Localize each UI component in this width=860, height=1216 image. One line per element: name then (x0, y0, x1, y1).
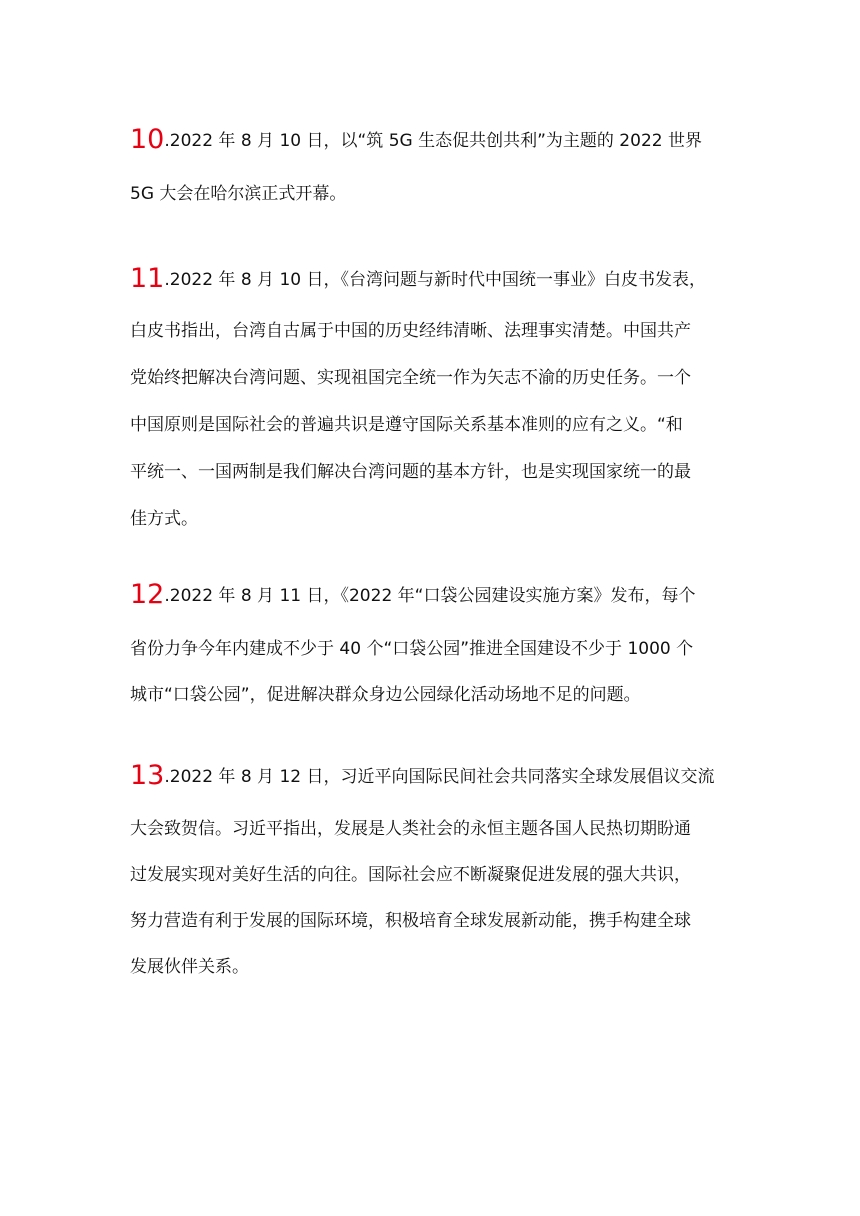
item-line: 省份力争今年内建成不少于 40 个“口袋公园”推进全国建设不少于 1000 个 (130, 639, 694, 659)
item-line: 过发展实现对美好生活的向往。国际社会应不断凝聚促进发展的强大共识， (130, 865, 691, 885)
item-line: 平统一、一国两制是我们解决台湾问题的基本方针，也是实现国家统一的最 (130, 462, 691, 482)
item-text: .2022 年 8 月 10 日，《台湾问题与新时代中国统一事业》白皮书发表， (164, 270, 706, 290)
item-number: 13 (130, 760, 165, 791)
item-line: 中国原则是国际社会的普遍共识是遵守国际关系基本准则的应有之义。“和 (130, 415, 683, 435)
item-line: 党始终把解决台湾问题、实现祖国完全统一作为矢志不渝的历史任务。一个 (130, 368, 691, 388)
item-line (130, 124, 702, 155)
item-text: .2022 年 8 月 12 日，习近平向国际民间社会共同落实全球发展倡议交流 (164, 767, 715, 787)
item-line: 佳方式。 (130, 509, 198, 529)
item-line (130, 579, 696, 610)
item-line (130, 760, 715, 791)
item-line: 大会致贺信。习近平指出，发展是人类社会的永恒主题各国人民热切期盼通 (130, 819, 691, 839)
item-line: 5G 大会在哈尔滨正式开幕。 (130, 184, 347, 204)
item-text: .2022 年 8 月 10 日，以“筑 5G 生态促共创共利”为主题的 2022 世界 (164, 131, 702, 151)
item-line: 白皮书指出，台湾自古属于中国的历史经纬清晰、法理事实清楚。中国共产 (130, 321, 691, 341)
item-line: 发展伙伴关系。 (130, 957, 249, 977)
item-line: 城市“口袋公园”，促进解决群众身边公园绿化活动场地不足的问题。 (130, 685, 641, 705)
item-text: .2022 年 8 月 11 日，《2022 年“口袋公园建设实施方案》发布，每个 (164, 586, 696, 606)
item-number: 12 (130, 579, 165, 610)
item-number: 11 (130, 263, 165, 294)
item-line: 努力营造有利于发展的国际环境，积极培育全球发展新动能，携手构建全球 (130, 911, 691, 931)
item-number: 10 (130, 124, 165, 155)
item-line (130, 263, 706, 294)
